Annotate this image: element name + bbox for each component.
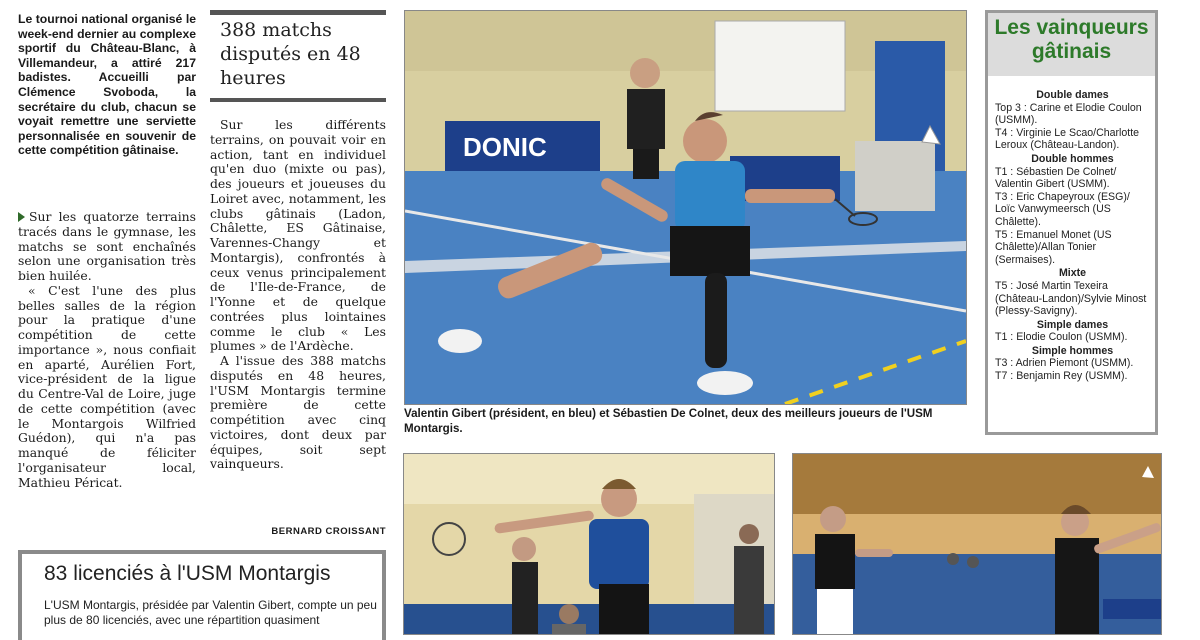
subhead-rule xyxy=(210,98,386,102)
photo-mixed-doubles xyxy=(792,453,1162,635)
bullet-triangle-icon xyxy=(18,212,25,222)
banner-text: DONIC xyxy=(463,132,547,162)
category-title: Mixte xyxy=(1058,267,1087,280)
winners-list xyxy=(995,88,1150,383)
paragraph: A l'issue des 388 matchs disputés en 48 heures, l'USM Montargis termine première de cette compétition avec cinq victoires, dont deux par équipes, soit sept vainqueurs. xyxy=(210,353,386,472)
winner-entry: T3 : Eric Chapeyroux (ESG)/ Loïc Vanwymeersch (US Châlette). xyxy=(995,190,1130,228)
winners-category xyxy=(995,319,1150,344)
winner-entry: T4 : Virginie Le Scao/Charlotte Leroux (Château-Landon). xyxy=(995,126,1140,152)
winners-title: Les vainqueurs gâtinais xyxy=(994,16,1149,63)
paragraph-text: Sur les quatorze terrains tracés dans le gymnase, les matchs se sont enchaînés selon une organisation très bien huilée. xyxy=(18,209,196,283)
winner-entry: T1 : Elodie Coulon (USMM). xyxy=(995,331,1128,344)
winners-category xyxy=(995,89,1150,152)
winner-entry: T3 : Adrien Piemont (USMM). xyxy=(995,357,1134,370)
winners-category xyxy=(995,267,1150,317)
subhead: 388 matchs disputés en 48 heures xyxy=(220,19,361,89)
box-text: L'USM Montargis, présidée par Valentin Gibert, compte un peu plus de 80 licenciés, avec une répartition quasiment xyxy=(44,598,377,627)
article-column-1 xyxy=(18,210,196,490)
winners-category xyxy=(995,345,1150,383)
photo-illustration xyxy=(793,454,1161,634)
winner-entry: T1 : Sébastien De Colnet/ Valentin Gibert (USMM). xyxy=(995,165,1117,191)
category-title: Double hommes xyxy=(1031,152,1114,165)
paragraph: « C'est l'une des plus belles salles de la région pour la pratique d'une compétition de cette importance », nous confiait en aparté, Aurélien Fort, vice-président de la ligue du Centre-Val de Loire, juge de cette compétition (avec le Montargois Wilfried Guédon), qui n'a pas manqué de féliciter l'organisateur local, Mathieu Péricat. xyxy=(18,282,196,490)
winners-category xyxy=(995,153,1150,266)
category-title: Double dames xyxy=(1036,89,1109,101)
paragraph xyxy=(18,210,196,284)
category-title: Simple dames xyxy=(1036,318,1109,331)
winner-entry: T7 : Benjamin Rey (USMM). xyxy=(995,370,1128,383)
paragraph: Sur les différents terrains, on pouvait voir en action, tant en individuel qu'en duo (mixte ou pas), des joueurs et joueuses du Loiret avec, notamment, les clubs gâtinais (Ladon, Châlette, ES Gâtinaise, Varennes-Changy et Montargis), confrontés à ceux venus principalement de l'Ile-de-France, de l'Yonne et de quelque contrées plus lointaines comme le club « Les plumes » de l'Ardèche. xyxy=(210,117,386,354)
main-photo xyxy=(404,10,967,405)
article-column-2 xyxy=(210,118,386,472)
subhead-rule xyxy=(210,10,386,15)
winner-entry: T5 : Emanuel Monet (US Châlette)/Allan Tonier (Sermaises). xyxy=(995,228,1112,266)
category-title: Simple hommes xyxy=(1031,344,1114,357)
winner-entry: T5 : José Martin Texeira (Château-Landon)/Sylvie Minost (Plessy-Savigny). xyxy=(995,279,1147,318)
byline: BERNARD CROISSANT xyxy=(271,526,386,537)
winner-entry: Top 3 : Carine et Elodie Coulon (USMM). xyxy=(995,101,1142,127)
box-title: 83 licenciés à l'USM Montargis xyxy=(44,562,331,585)
article-lead: Le tournoi national organisé le week-end dernier au complexe sportif du Château-Blanc, à Villemandeur, a attiré 217 badistes. Accueilli par Clémence Svoboda, la secrétaire du club, chacun se voyait remettre une serviette personnalisée en souvenir de cette compétition gâtinaise. xyxy=(18,12,196,158)
photo-caption: Valentin Gibert (président, en bleu) et Sébastien De Colnet, deux des meilleurs joueurs de l'USM Montargis. xyxy=(404,407,933,435)
photo-illustration xyxy=(404,454,774,634)
main-photo-illustration xyxy=(405,11,966,404)
photo-women-player xyxy=(403,453,775,635)
